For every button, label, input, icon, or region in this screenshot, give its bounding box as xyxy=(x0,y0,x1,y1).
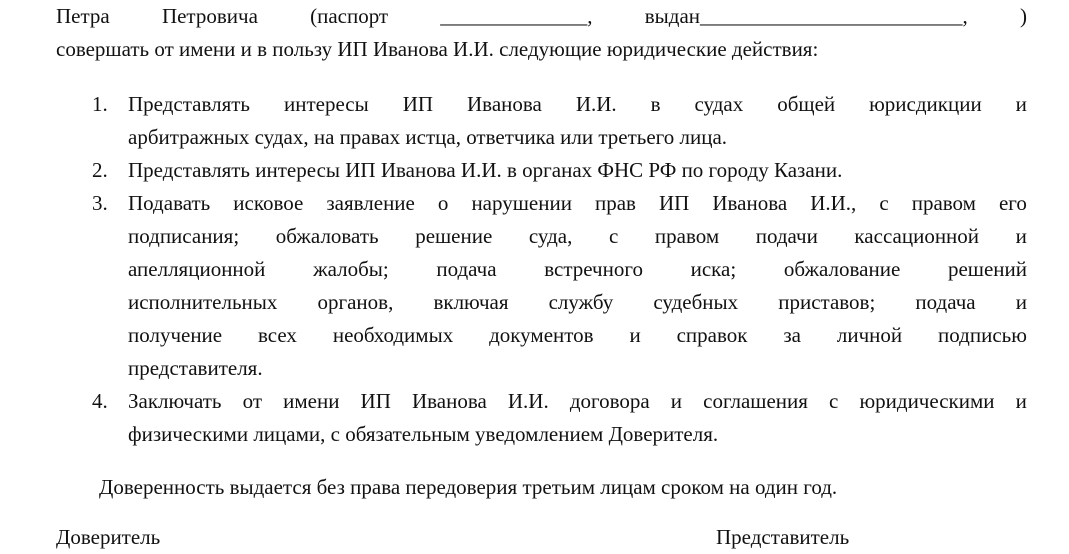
word: органов, xyxy=(317,290,394,314)
intro-line-2: совершать от имени и в пользу ИП Иванова И.И. следующие юридические действия: xyxy=(56,37,819,61)
word: подача xyxy=(436,257,497,281)
word: Подавать xyxy=(128,191,211,215)
word: исполнительных xyxy=(128,290,278,314)
word: правом xyxy=(654,224,720,248)
intro-word: Петра xyxy=(56,4,110,28)
word: необходимых xyxy=(332,323,454,347)
word: о xyxy=(437,191,449,215)
word: кассационной xyxy=(854,224,980,248)
word: в xyxy=(650,92,661,116)
word: апелляционной xyxy=(128,257,266,281)
list-item-line xyxy=(128,319,1027,352)
list-item-number: 4. xyxy=(92,389,108,413)
word: получение xyxy=(128,323,223,347)
word: судах xyxy=(694,92,744,116)
word: Заключать xyxy=(128,389,222,413)
word: приставов; xyxy=(778,290,876,314)
word: И.И. xyxy=(575,92,617,116)
word: Иванова xyxy=(712,191,788,215)
word: ИП xyxy=(360,389,391,413)
intro-word: Петровича xyxy=(161,4,258,28)
word: жалобы; xyxy=(313,257,389,281)
word: общей xyxy=(777,92,836,116)
word: ИП xyxy=(402,92,434,116)
word: подача xyxy=(915,290,976,314)
word: решение xyxy=(415,224,493,248)
word: за xyxy=(783,323,801,347)
word: Иванова xyxy=(467,92,542,116)
word: юрисдикции xyxy=(869,92,982,116)
word: подписания; xyxy=(128,224,240,248)
list-item-line xyxy=(128,187,1027,220)
word: службу xyxy=(548,290,614,314)
list-item-line: арбитражных судах, на правах истца, ответчика или третьего лица. xyxy=(128,125,728,149)
list-item-line xyxy=(128,286,1027,319)
list-item-line xyxy=(128,88,1027,121)
list-item-line xyxy=(128,220,1027,253)
passport-blank: ______________, xyxy=(440,4,593,28)
list-item-line: представителя. xyxy=(128,356,263,380)
word: судебных xyxy=(653,290,739,314)
word: заявление xyxy=(326,191,415,215)
word: суда, xyxy=(528,224,573,248)
word: и xyxy=(1015,224,1027,248)
signature-label-representative: Представитель xyxy=(716,525,850,549)
word: от xyxy=(242,389,263,413)
word: и xyxy=(1015,92,1027,116)
word: договора xyxy=(569,389,650,413)
list-item-number: 1. xyxy=(92,92,108,116)
word: прав xyxy=(594,191,636,215)
word: и xyxy=(1015,389,1027,413)
word: и xyxy=(1015,290,1027,314)
word: встречного xyxy=(544,257,643,281)
word: документов xyxy=(489,323,594,347)
word: имени xyxy=(283,389,340,413)
word: Представлять xyxy=(128,92,251,116)
word: личной xyxy=(836,323,903,347)
word: обжалование xyxy=(783,257,901,281)
list-item-line xyxy=(128,385,1027,418)
list-item-number: 3. xyxy=(92,191,108,215)
word: с xyxy=(608,224,619,248)
word: и xyxy=(670,389,683,413)
word: подписью xyxy=(938,323,1027,347)
word: нарушении xyxy=(471,191,572,215)
list-item-line: физическими лицами, с обязательным уведомлением Доверителя. xyxy=(128,422,719,446)
word: юридическими xyxy=(859,389,995,413)
word: его xyxy=(998,191,1027,215)
word: Иванова xyxy=(411,389,487,413)
word: исковое xyxy=(233,191,304,215)
word: интересы xyxy=(283,92,369,116)
word: включая xyxy=(433,290,509,314)
word: правом xyxy=(911,191,976,215)
closing-statement: Доверенность выдается без права передоверия третьим лицам сроком на один год. xyxy=(99,475,838,499)
signature-label-principal: Доверитель xyxy=(56,525,161,549)
word: иска; xyxy=(690,257,737,281)
word: с xyxy=(829,389,839,413)
word: ИП xyxy=(658,191,690,215)
issued-by-blank: выдан_________________________, xyxy=(644,4,968,28)
intro-word: (паспорт xyxy=(310,4,389,28)
word: И.И., xyxy=(810,191,857,215)
word: И.И. xyxy=(507,389,549,413)
word: подачи xyxy=(755,224,818,248)
list-item-number: 2. xyxy=(92,158,108,182)
word: обжаловать xyxy=(275,224,379,248)
word: соглашения xyxy=(703,389,808,413)
intro-word: ) xyxy=(1019,4,1027,28)
list-item-line: Представлять интересы ИП Иванова И.И. в органах ФНС РФ по городу Казани. xyxy=(128,158,843,182)
word: справок xyxy=(676,323,748,347)
word: всех xyxy=(258,323,297,347)
word: и xyxy=(629,323,641,347)
intro-line-1 xyxy=(56,0,1027,33)
word: с xyxy=(879,191,889,215)
list-item-line xyxy=(128,253,1027,286)
word: решений xyxy=(947,257,1027,281)
